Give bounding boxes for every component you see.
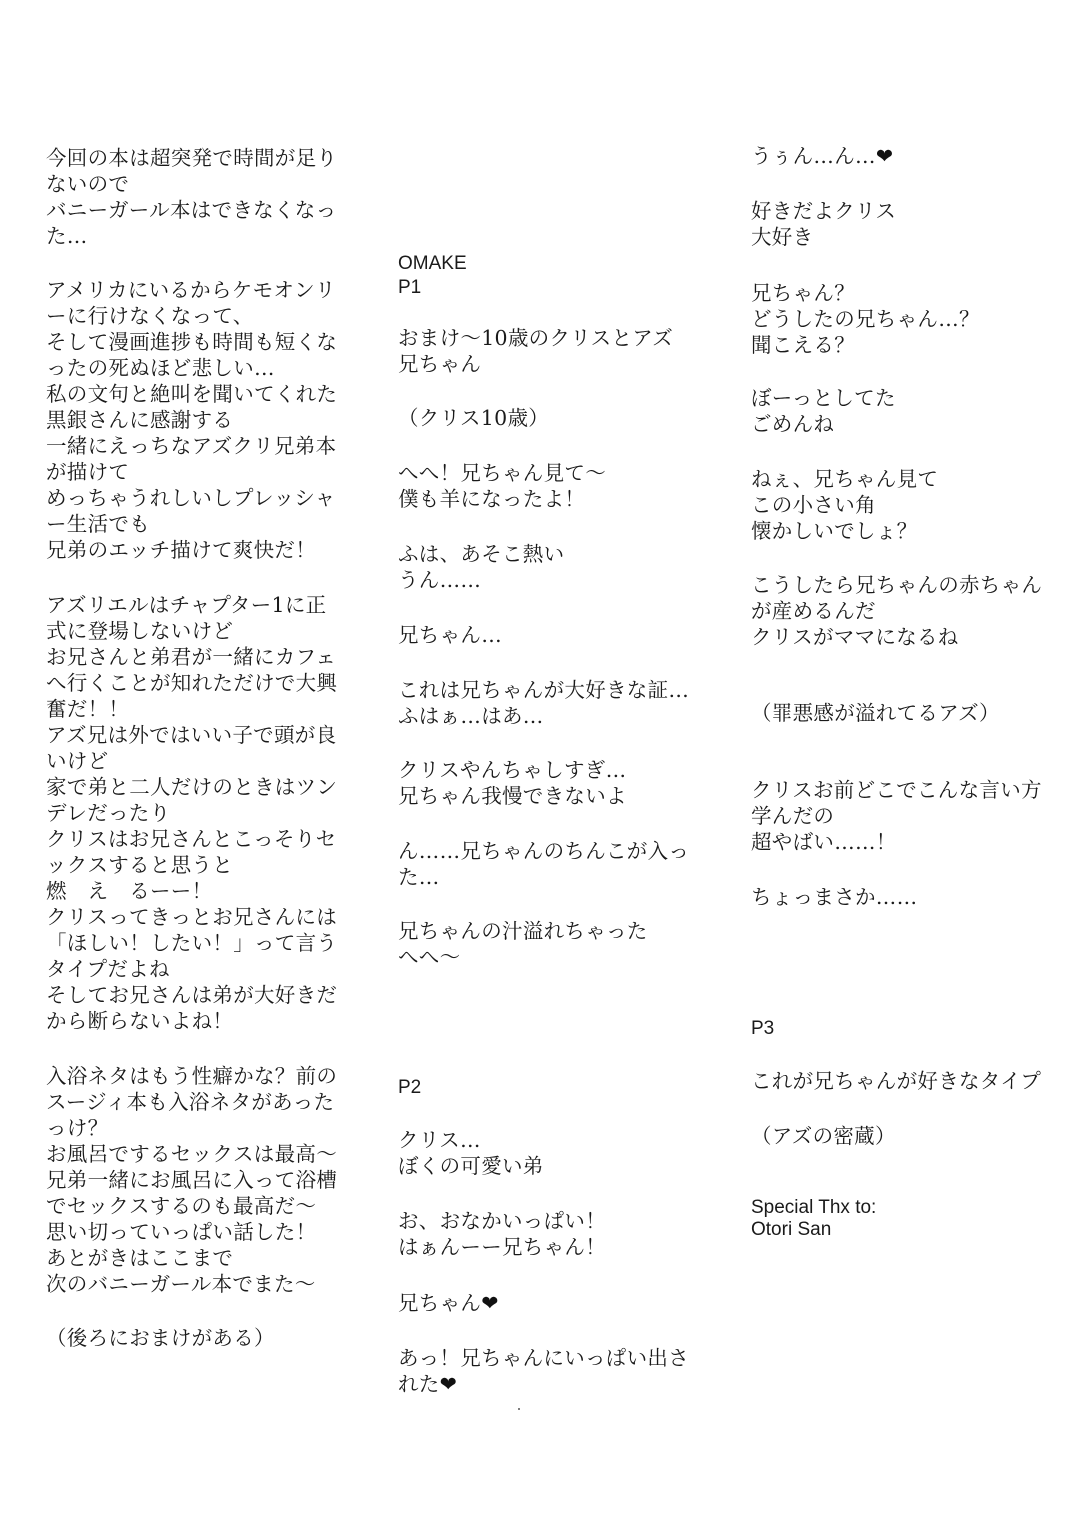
omake-p2-line: 兄ちゃん❤: [398, 1291, 499, 1315]
heart-icon: ❤: [875, 144, 894, 168]
afterword-line: いけど: [46, 749, 109, 773]
omake-p1-line: クリスやんちゃしすぎ…: [398, 758, 627, 782]
afterword-line: が描けて: [46, 460, 130, 484]
afterword-line: 黒銀さんに感謝する: [46, 408, 234, 432]
omake-p2-line: ぼくの可愛い弟: [398, 1154, 544, 1178]
omake-p3-line: （アズの密蔵）: [751, 1124, 896, 1148]
omake-right-line: クリスお前どこでこんな言い方: [751, 778, 1042, 802]
omake-p1-line: おまけ～10歳のクリスとアズ: [398, 326, 674, 350]
afterword-line: 「ほしい！したい！」って言う: [46, 931, 338, 955]
omake-right-line: ねぇ、兄ちゃん見て: [751, 467, 939, 491]
p2-heading: P2: [398, 1077, 422, 1098]
afterword-line: ーに行けなくなって、: [46, 304, 254, 328]
afterword-line: 入浴ネタはもう性癖かな？前の: [46, 1064, 338, 1088]
afterword-line: （後ろにおまけがある）: [46, 1326, 275, 1350]
afterword-line: 私の文句と絶叫を聞いてくれた: [46, 382, 338, 406]
omake-right-line: 好きだよクリス: [751, 199, 897, 223]
afterword-line: スージィ本も入浴ネタがあった: [46, 1090, 335, 1114]
omake-right-line: こうしたら兄ちゃんの赤ちゃん: [751, 573, 1043, 597]
omake-p1-line: た…: [398, 865, 440, 889]
afterword-line: 兄弟一緒にお風呂に入って浴槽: [46, 1168, 338, 1192]
omake-p1-line: （クリス10歳）: [398, 406, 550, 430]
omake-p1-line: へへ！兄ちゃん見て～: [398, 461, 606, 485]
omake-right-line: が産めるんだ: [751, 599, 876, 623]
afterword-line: 一緒にえっちなアズクリ兄弟本: [46, 434, 337, 458]
p3-heading: P3: [751, 1018, 775, 1039]
scan-speck: [518, 1408, 520, 1410]
heart-icon: ❤: [481, 1291, 499, 1315]
omake-right-line: 大好き: [751, 225, 814, 249]
omake-p2-line: はぁんーー兄ちゃん！: [398, 1235, 606, 1259]
afterword-line: ないので: [46, 172, 130, 196]
omake-p2-line: あっ！兄ちゃんにいっぱい出さ: [398, 1346, 689, 1370]
omake-right-line: どうしたの兄ちゃん…？: [751, 307, 980, 331]
omake-right-line: 学んだの: [751, 804, 835, 828]
afterword-line: 次のバニーガール本でまた～: [46, 1272, 316, 1296]
afterword-line: ー生活でも: [46, 512, 150, 536]
afterword-line: 家で弟と二人だけのときはツン: [46, 775, 338, 799]
afterword-line: アズ兄は外ではいい子で頭が良: [46, 723, 337, 747]
omake-right-line: ぼーっとしてた: [751, 386, 896, 410]
special-thanks-name: Otori San: [751, 1219, 832, 1240]
afterword-line: あとがきはここまで: [46, 1246, 234, 1270]
omake-p1-line: 兄ちゃん我慢できないよ: [398, 784, 627, 808]
heart-icon: ❤: [439, 1372, 458, 1396]
omake-right-line: 超やばい……！: [751, 830, 897, 854]
omake-p1-line: ふはぁ…はあ…: [398, 704, 544, 728]
omake-right-line: うぅん…ん…❤: [751, 144, 894, 168]
omake-right-line: ちょっまさか……: [751, 885, 918, 909]
omake-p1-line: 僕も羊になったよ！: [398, 487, 586, 511]
afterword-line: でセックスするのも最高だ～: [46, 1194, 317, 1218]
afterword-line: 式に登場しないけど: [46, 619, 234, 643]
omake-right-line: （罪悪感が溢れてるアズ）: [751, 701, 1000, 725]
afterword-line: お兄さんと弟君が一緒にカフェ: [46, 645, 337, 669]
afterword-line: ックスすると思うと: [46, 853, 233, 877]
afterword-line: 燃 え るーー！: [46, 879, 213, 903]
afterword-line: デレだったり: [46, 801, 171, 825]
omake-right-line: この小さい角: [751, 493, 876, 517]
afterword-line: お風呂でするセックスは最高～: [46, 1142, 337, 1166]
omake-right-line: 聞こえる？: [751, 333, 855, 357]
omake-p1-line: 兄ちゃん: [398, 352, 482, 376]
afterword-line: そして漫画進捗も時間も短くな: [46, 330, 338, 354]
afterword-line: バニーガール本はできなくなっ: [46, 198, 337, 222]
afterword-line: クリスはお兄さんとこっそりセ: [46, 827, 337, 851]
omake-p2-line: お、おなかいっぱい！: [398, 1209, 606, 1233]
omake-right-line: クリスがママになるね: [751, 625, 959, 649]
afterword-line: そしてお兄さんは弟が大好きだ: [46, 983, 338, 1007]
omake-right-line: 兄ちゃん？: [751, 281, 855, 305]
omake-p1-line: 兄ちゃんの汁溢れちゃった: [398, 919, 648, 943]
omake-right-line: 懐かしいでしょ？: [751, 519, 918, 543]
omake-p2-line: れた❤: [398, 1372, 458, 1396]
omake-p1-line: これは兄ちゃんが大好きな証…: [398, 678, 690, 702]
afterword-line: アメリカにいるからケモオンリ: [46, 278, 336, 302]
afterword-line: アズリエルはチャプター1に正: [46, 593, 327, 617]
special-thanks-line: Special Thx to:: [751, 1197, 877, 1218]
p1-heading: P1: [398, 277, 422, 298]
omake-p1-line: 兄ちゃん…: [398, 623, 502, 647]
afterword-line: 思い切っていっぱい話した！: [46, 1220, 317, 1244]
afterword-line: 兄弟のエッチ描けて爽快だ！: [46, 538, 316, 562]
afterword-line: 奮だ！！: [46, 697, 130, 721]
afterword-line: めっちゃうれしいしプレッシャ: [46, 486, 336, 510]
afterword-line: た…: [46, 224, 88, 248]
omake-p1-line: ん……兄ちゃんのちんこが入っ: [398, 839, 690, 863]
afterword-line: へ行くことが知れただけで大興: [46, 671, 338, 695]
omake-heading: OMAKE: [398, 253, 467, 274]
afterword-line: 今回の本は超突発で時間が足り: [46, 146, 338, 170]
omake-p2-line: クリス…: [398, 1128, 481, 1152]
omake-p3-line: これが兄ちゃんが好きなタイプ: [751, 1069, 1042, 1093]
omake-right-line: ごめんね: [751, 412, 835, 436]
omake-p1-line: へへ～: [398, 945, 461, 969]
omake-p1-line: うん……: [398, 568, 482, 592]
afterword-line: っけ？: [46, 1116, 109, 1140]
afterword-line: タイプだよね: [46, 957, 170, 981]
afterword-line: から断らないよね！: [46, 1009, 234, 1033]
omake-p1-line: ふは、あそこ熱い: [398, 542, 565, 566]
afterword-line: クリスってきっとお兄さんには: [46, 905, 337, 929]
afterword-line: ったの死ぬほど悲しい…: [46, 356, 275, 380]
